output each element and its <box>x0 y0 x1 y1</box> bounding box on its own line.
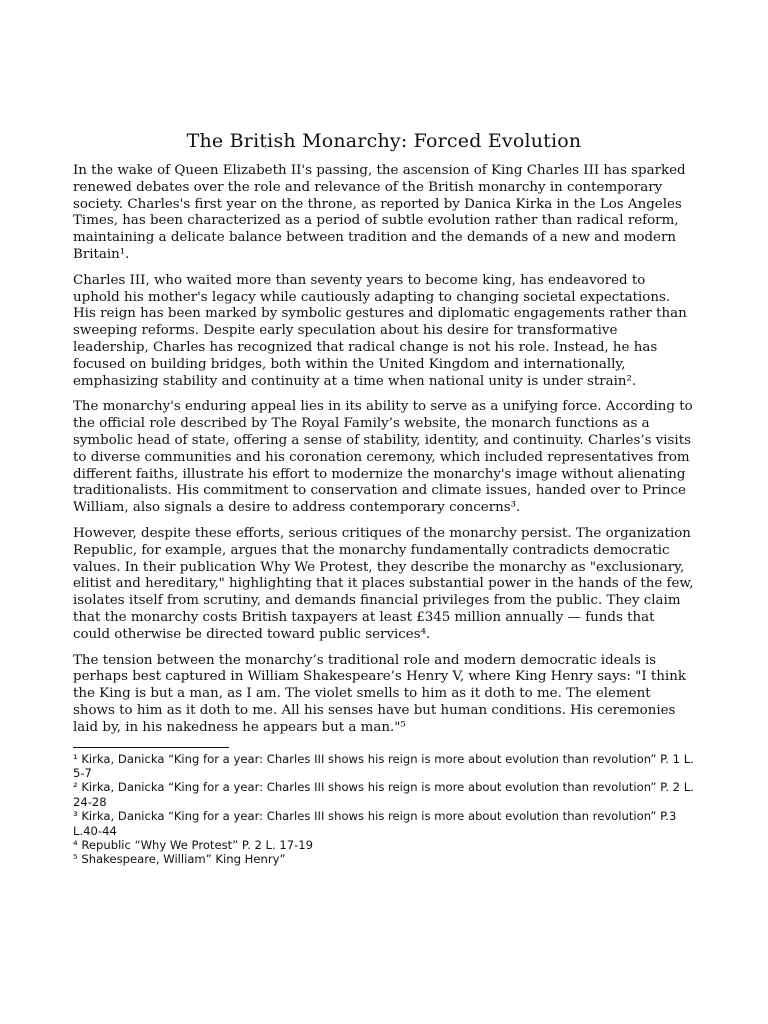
paragraph-2: Charles III, who waited more than seventy years to become king, has endeavored to uphold his mother's legacy while cautiously adapting to changing societal expectations. His reign has been marked by symbolic gestures and diplomatic engagements rather than sweeping reforms. Despite early speculation about his desire for transformative leadership, Charles has recognized that radical change is not his role. Instead, he has focused on building bridges, both within the United Kingdom and internationally, emphasizing stability and continuity at a time when national unity is under strain². <box>73 272 687 389</box>
paragraph-1: In the wake of Queen Elizabeth II's passing, the ascension of King Charles III has sparked renewed debates over the role and relevance of the British monarchy in contemporary society. Charles's first year on the throne, as reported by Danica Kirka in the Los Angeles Times, has been characterized as a period of subtle evolution rather than radical reform, maintaining a delicate balance between tradition and the demands of a new and modern Britain¹. <box>73 163 686 262</box>
paragraph-5: The tension between the monarchy’s traditional role and modern democratic ideals is perhaps best captured in William Shakespeare’s Henry V, where King Henry says: "I think the King is but a man, as I am. The violet smells to him as it doth to me. The element shows to him as it doth to me. All his senses have but human conditions. His ceremonies laid by, in his nakedness he appears but a man."⁵ <box>73 652 686 735</box>
document-title: The British Monarchy: Forced Evolution <box>186 130 582 152</box>
footnote-2: ² Kirka, Danicka “King for a year: Charles III shows his reign is more about evolution than revolution” P. 2 L. 24-28 <box>73 780 694 809</box>
document-page <box>73 128 695 867</box>
paragraph-3: The monarchy's enduring appeal lies in its ability to serve as a unifying force. According to the official role described by The Royal Family’s website, the monarch functions as a symbolic head of state, offering a sense of stability, identity, and continuity. Charles’s visits to diverse communities and his coronation ceremony, which included representatives from different faiths, illustrate his effort to modernize the monarchy's image without alienating traditionalists. His commitment to conservation and climate issues, handed over to Prince William, also signals a desire to address contemporary concerns³. <box>73 399 693 516</box>
paragraph-4: However, despite these efforts, serious critiques of the monarchy persist. The organization Republic, for example, argues that the monarchy fundamentally contradicts democratic values. In their publication Why We Protest, they describe the monarchy as "exclusionary, elitist and hereditary," highlighting that it places substantial power in the hands of the few, isolates itself from scrutiny, and demands financial privileges from the public. They claim that the monarchy costs British taxpayers at least £345 million annually — funds that could otherwise be directed toward public services⁴. <box>73 525 694 642</box>
footnote-5: ⁵ Shakespeare, William” King Henry” <box>73 852 286 867</box>
footnotes <box>73 752 695 867</box>
footnote-4: ⁴ Republic “Why We Protest” P. 2 L. 17-19 <box>73 837 314 852</box>
footnote-3: ³ Kirka, Danicka “King for a year: Charles III shows his reign is more about evolution than revolution” P.3 L.40-44 <box>73 809 677 838</box>
footnote-separator <box>73 747 229 748</box>
footnote-1: ¹ Kirka, Danicka “King for a year: Charles III shows his reign is more about evolution than revolution” P. 1 L. 5-7 <box>73 751 694 780</box>
